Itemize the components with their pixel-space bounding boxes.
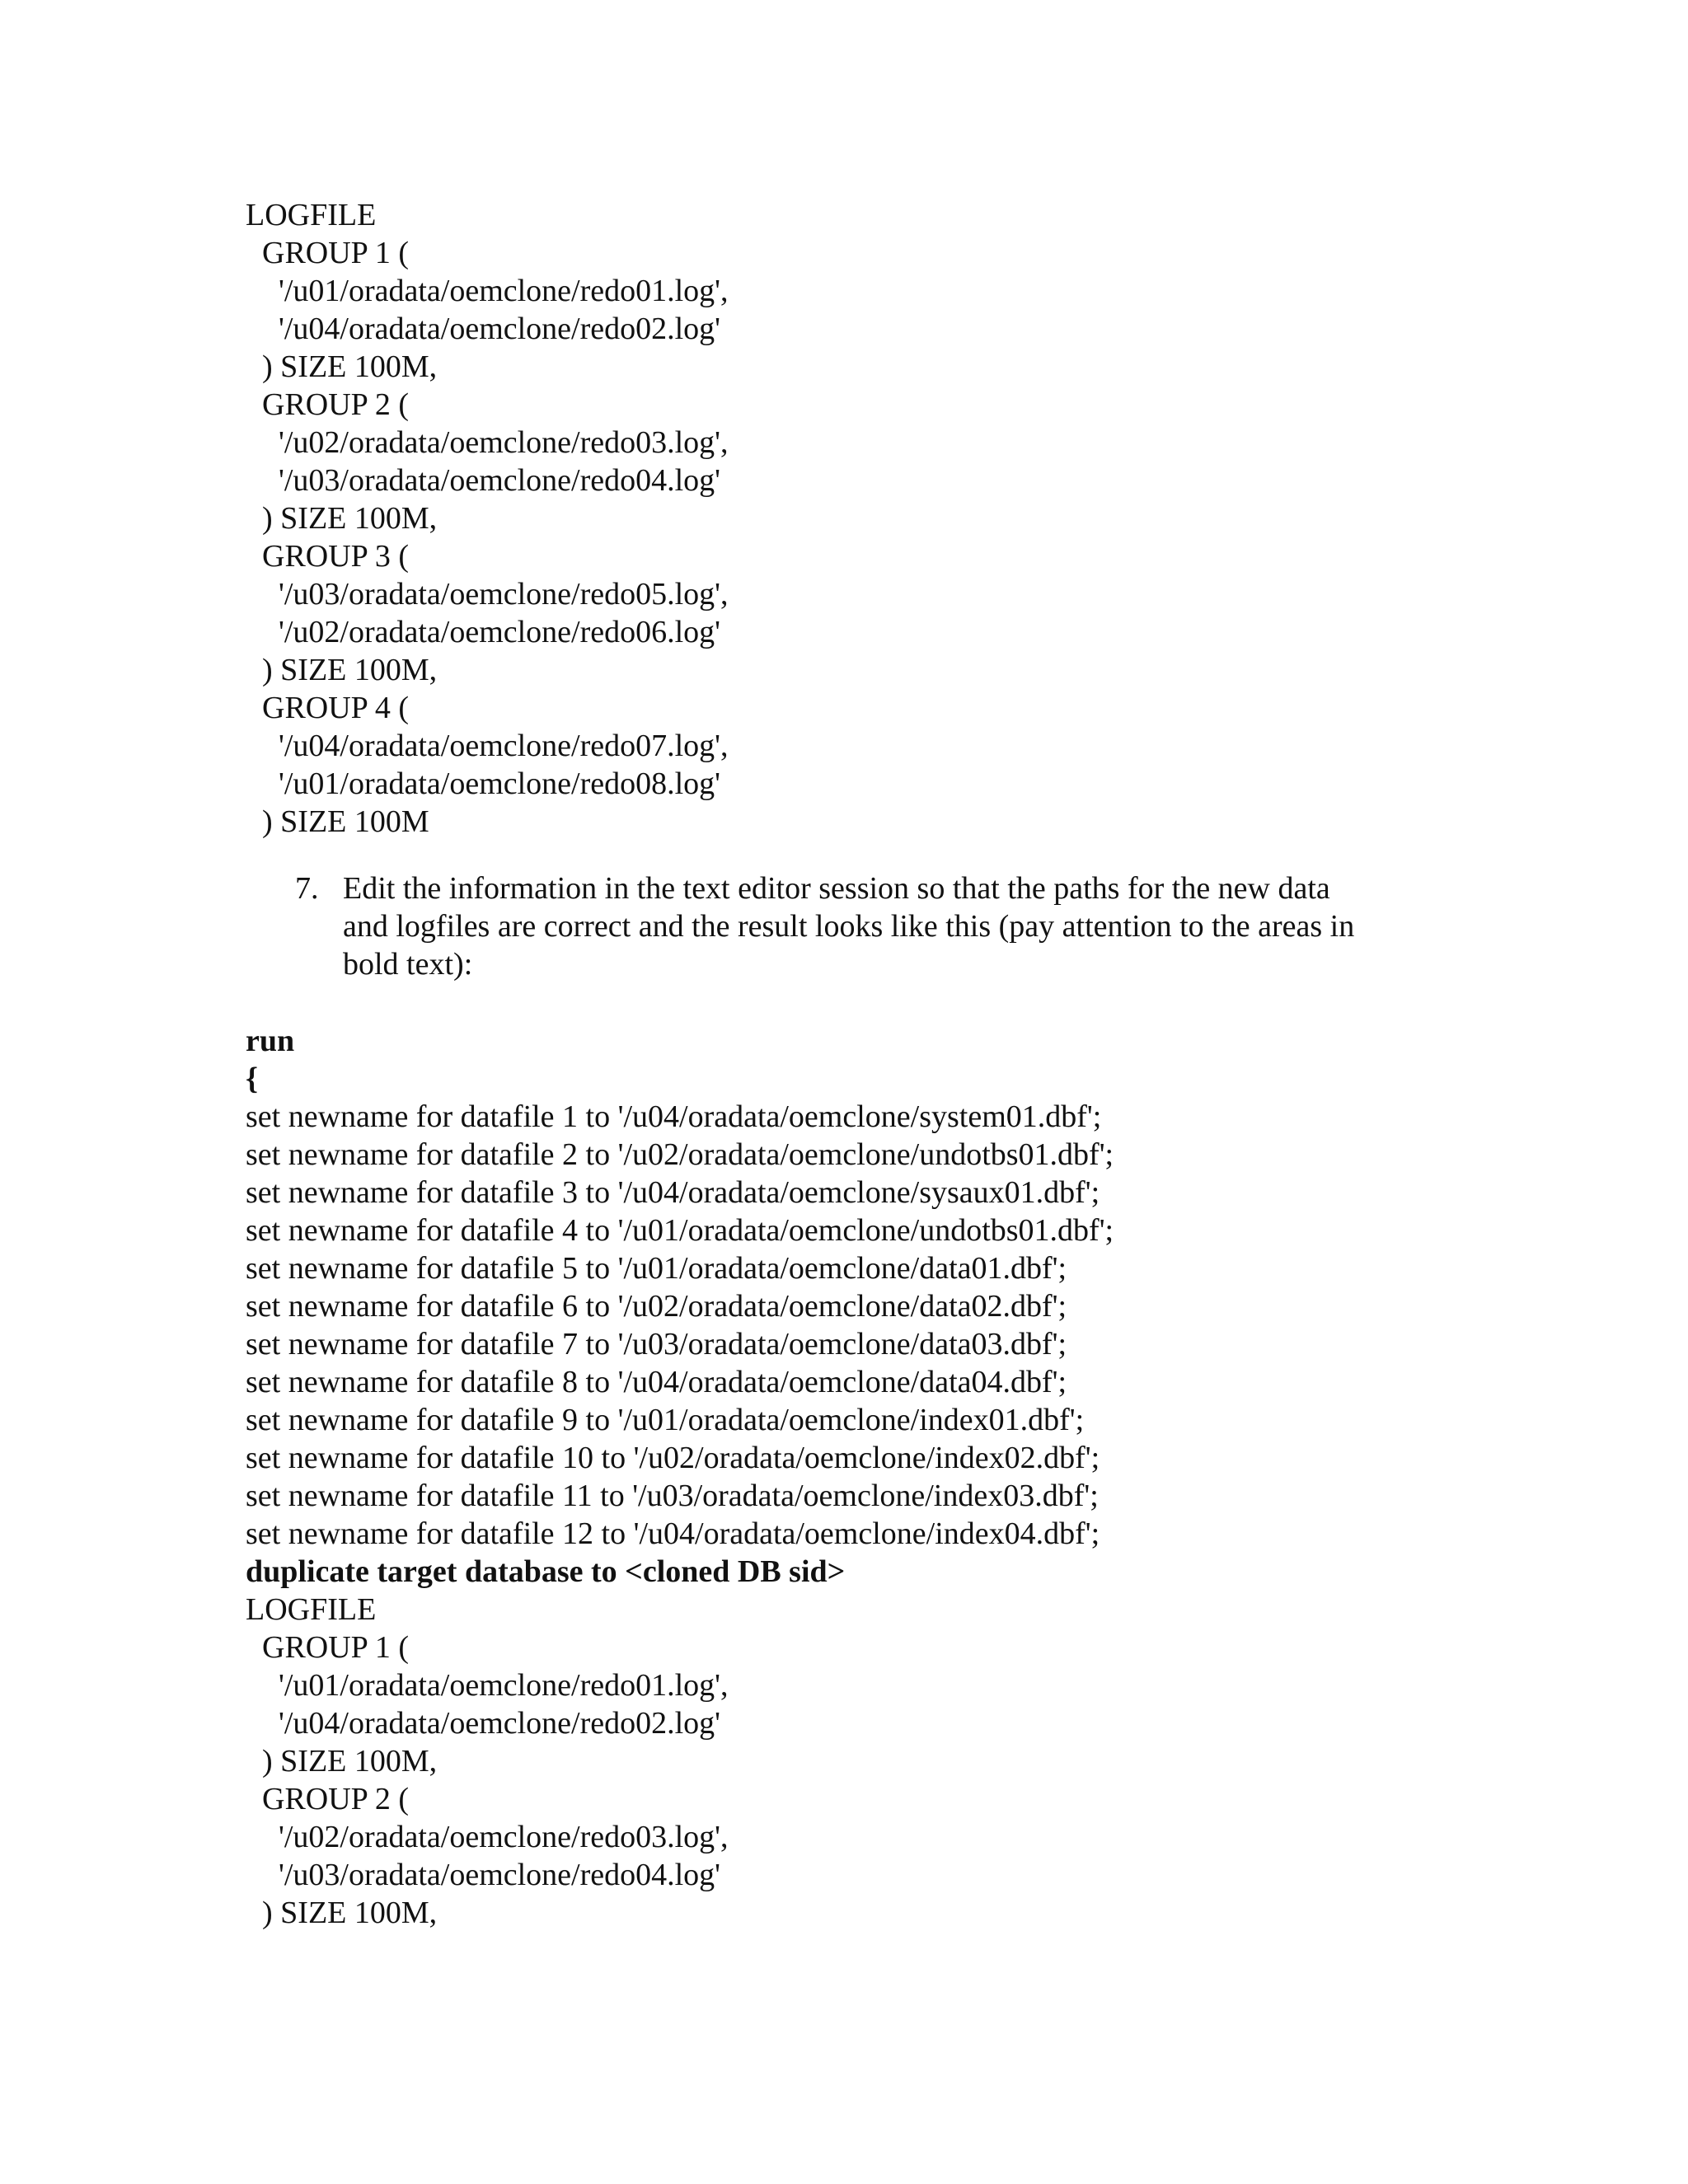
size-line: ) SIZE 100M, <box>262 1744 438 1779</box>
redo-path-line: '/u03/oradata/oemclone/redo04.log' <box>279 1858 721 1892</box>
setname-line: set newname for datafile 6 to '/u02/oradata/oemclone/data02.dbf'; <box>246 1289 1067 1324</box>
size-line: ) SIZE 100M, <box>262 1896 438 1930</box>
redo-path-line: '/u01/oradata/oemclone/redo01.log', <box>279 274 729 308</box>
redo-path-line: '/u02/oradata/oemclone/redo03.log', <box>279 425 729 460</box>
group-line: GROUP 2 ( <box>262 387 410 422</box>
setname-line: set newname for datafile 7 to '/u03/oradata/oemclone/data03.dbf'; <box>246 1327 1067 1361</box>
group-line: GROUP 2 ( <box>262 1782 410 1816</box>
redo-path-line: '/u02/oradata/oemclone/redo06.log' <box>279 615 721 649</box>
setname-line: set newname for datafile 12 to '/u04/oradata/oemclone/index04.dbf'; <box>246 1516 1100 1551</box>
redo-path-line: '/u01/oradata/oemclone/redo08.log' <box>279 766 721 801</box>
group-line: GROUP 1 ( <box>262 236 410 270</box>
setname-line: set newname for datafile 8 to '/u04/oradata/oemclone/data04.dbf'; <box>246 1365 1067 1399</box>
size-line: ) SIZE 100M, <box>262 349 438 384</box>
setname-line: set newname for datafile 2 to '/u02/oradata/oemclone/undotbs01.dbf'; <box>246 1137 1114 1172</box>
setname-line: set newname for datafile 1 to '/u04/oradata/oemclone/system01.dbf'; <box>246 1099 1102 1134</box>
duplicate-command: duplicate target database to <cloned DB sid> <box>246 1554 846 1589</box>
setname-line: set newname for datafile 10 to '/u02/oradata/oemclone/index02.dbf'; <box>246 1441 1100 1475</box>
setname-line: set newname for datafile 11 to '/u03/oradata/oemclone/index03.dbf'; <box>246 1479 1099 1513</box>
size-line: ) SIZE 100M, <box>262 501 438 536</box>
redo-path-line: '/u04/oradata/oemclone/redo07.log', <box>279 729 729 763</box>
redo-path-line: '/u03/oradata/oemclone/redo05.log', <box>279 577 729 612</box>
logfile-keyword: LOGFILE <box>246 1592 377 1627</box>
open-brace: { <box>246 1062 258 1096</box>
setname-line: set newname for datafile 5 to '/u01/oradata/oemclone/data01.dbf'; <box>246 1251 1067 1286</box>
redo-path-line: '/u04/oradata/oemclone/redo02.log' <box>279 1706 721 1741</box>
redo-path-line: '/u03/oradata/oemclone/redo04.log' <box>279 463 721 498</box>
run-keyword: run <box>246 1024 295 1058</box>
group-line: GROUP 4 ( <box>262 691 410 725</box>
redo-path-line: '/u01/oradata/oemclone/redo01.log', <box>279 1668 729 1703</box>
size-line: ) SIZE 100M, <box>262 653 438 687</box>
setname-line: set newname for datafile 4 to '/u01/oradata/oemclone/undotbs01.dbf'; <box>246 1213 1114 1248</box>
redo-path-line: '/u02/oradata/oemclone/redo03.log', <box>279 1820 729 1854</box>
step-number: 7. <box>295 871 319 906</box>
setname-line: set newname for datafile 9 to '/u01/oradata/oemclone/index01.dbf'; <box>246 1403 1085 1437</box>
group-line: GROUP 1 ( <box>262 1630 410 1665</box>
size-line: ) SIZE 100M <box>262 804 429 839</box>
step-text: Edit the information in the text editor session so that the paths for the new data and logfiles are correct and the result looks like this (pay attention to the areas in bold text): <box>343 871 1355 982</box>
group-line: GROUP 3 ( <box>262 539 410 574</box>
setname-line: set newname for datafile 3 to '/u04/oradata/oemclone/sysaux01.dbf'; <box>246 1175 1100 1210</box>
logfile-keyword: LOGFILE <box>246 198 377 232</box>
redo-path-line: '/u04/oradata/oemclone/redo02.log' <box>279 312 721 346</box>
